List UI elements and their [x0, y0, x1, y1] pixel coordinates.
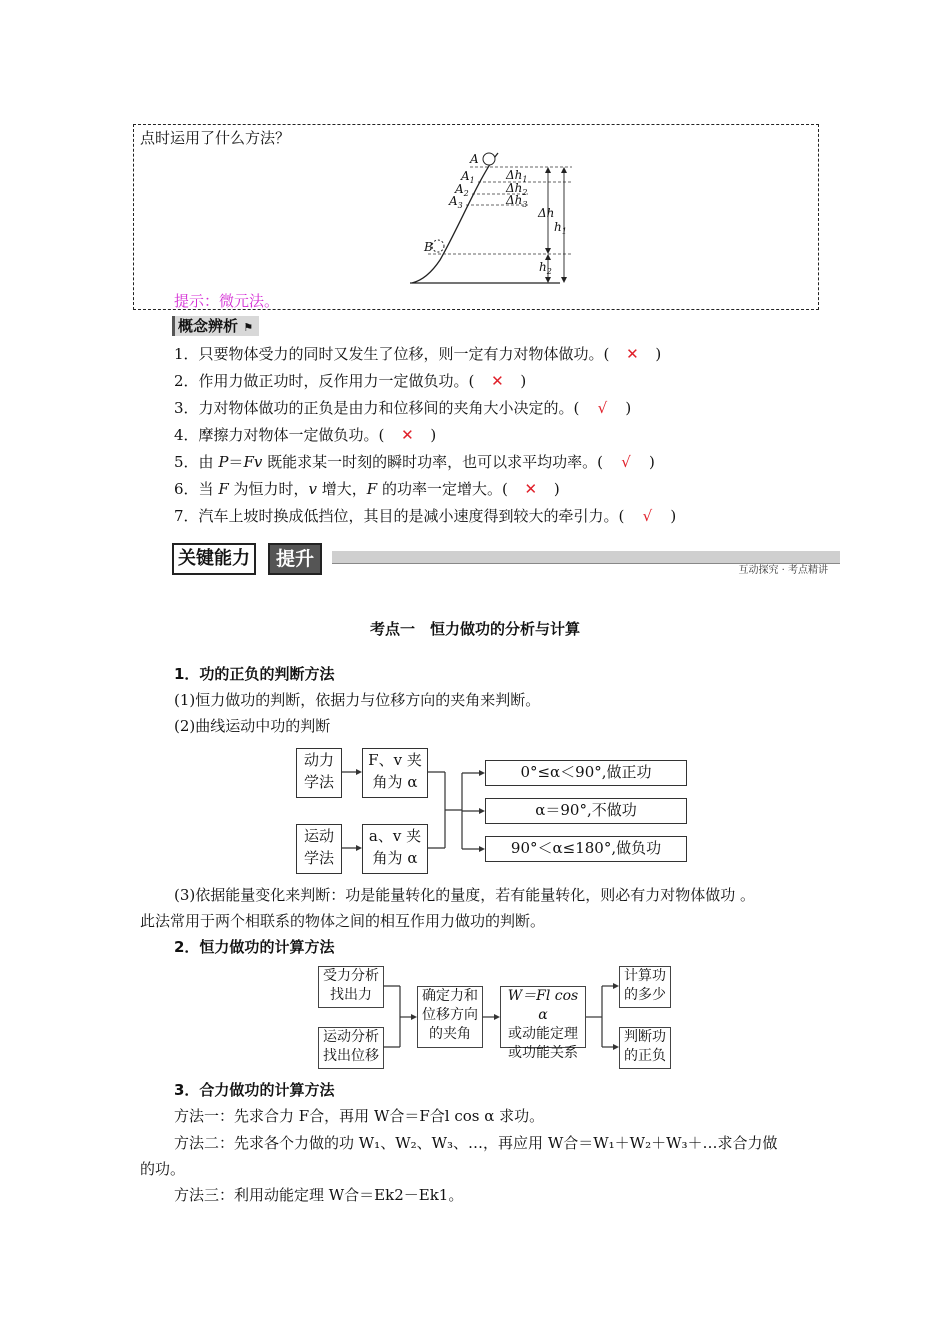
cross-mark-6: ✕: [524, 480, 538, 498]
para-1: (1)恒力做功的判断，依据力与位移方向的夹角来判断。: [174, 691, 541, 709]
concept-item-6: 6．当 F 为恒力时，v 增大，F 的功率一定增大。( ✕ ): [174, 480, 560, 498]
method-2-line1: 方法二：先求各个力做的功 W₁、W₂、W₃、…，再应用 W合＝W₁＋W₂＋W₃＋…求合力做: [174, 1134, 778, 1152]
para-3-line2: 此法常用于两个相联系的物体之间的相互作用力做功的判断。: [140, 912, 546, 930]
label-A3: $A_3$: [449, 194, 463, 210]
method-1: 方法一：先求合力 F合，再用 W合＝F合l cos α 求功。: [174, 1107, 545, 1125]
box-work-amount: 计算功 的多少: [619, 966, 671, 1008]
label-A2: $A_2$: [455, 182, 469, 198]
concept-heading: [172, 316, 259, 336]
method-3: 方法三：利用动能定理 W合＝Ek2－Ek1。: [174, 1186, 464, 1204]
heading-2: 2．恒力做功的计算方法: [174, 938, 335, 956]
box-dynamics: 动力 学法: [296, 748, 342, 798]
slope-figure: [400, 145, 590, 290]
label-A1: $A_1$: [461, 169, 475, 185]
flow1-connectors: [290, 740, 490, 880]
flag-icon: ⚑: [243, 321, 254, 334]
label-B: B: [424, 240, 433, 254]
concept-item-3: 3．力对物体做功的正负是由力和位移间的夹角大小决定的。( √ ): [174, 399, 632, 417]
method-2-line2: 的功。: [140, 1160, 186, 1178]
section-title: 考点一 恒力做功的分析与计算: [369, 620, 580, 638]
label-dh2: $\Delta h_2$: [506, 181, 528, 197]
heading-3: 3．合力做功的计算方法: [174, 1081, 335, 1099]
label-dh3: $\Delta h_3$: [506, 193, 528, 209]
concept-item-4: 4．摩擦力对物体一定做负功。( ✕ ): [174, 426, 437, 444]
concept-item-2: 2．作用力做正功时，反作用力一定做负功。( ✕ ): [174, 372, 527, 390]
flow2-connectors: [380, 960, 625, 1075]
label-h2: $h_2$: [539, 260, 552, 276]
concept-item-5: 5．由 P＝Fv 既能求某一时刻的瞬时功率，也可以求平均功率。( √ ): [174, 453, 655, 471]
cross-mark-1: ✕: [626, 345, 639, 363]
result-no-work: α＝90°,不做功: [485, 798, 687, 824]
para-3-line1: (3)依据能量变化来判断：功是能量转化的量度，若有能量转化，则必有力对物体做功 。: [174, 886, 756, 904]
banner-rule: [332, 551, 840, 576]
cross-mark-2: ✕: [491, 372, 504, 390]
cross-mark-4: ✕: [401, 426, 414, 444]
check-mark-5: √: [621, 453, 631, 471]
heading-1: 1．功的正负的判断方法: [174, 665, 335, 683]
box-work-formula: W＝Fl cos α 或动能定理 或功能关系: [500, 986, 586, 1048]
box-a-v-angle: a、v 夹 角为 α: [362, 824, 428, 874]
box-work-sign: 判断功 的正负: [619, 1027, 671, 1069]
ball-A: [483, 153, 495, 165]
concept-item-1: 1．只要物体受力的同时又发生了位移，则一定有力对物体做功。( ✕ ): [174, 345, 662, 363]
para-2: (2)曲线运动中功的判断: [174, 717, 331, 735]
hint-label: 提示：: [174, 292, 220, 310]
box-F-v-angle: F、v 夹 角为 α: [362, 748, 428, 798]
result-negative-work: 90°＜α≤180°,做负功: [485, 836, 687, 862]
box-force-analysis: 受力分析 找出力: [318, 966, 384, 1008]
label-dh: Δh: [538, 206, 555, 220]
box-angle: 确定力和 位移方向 的夹角: [417, 986, 483, 1048]
ball-B: [432, 240, 444, 252]
label-A: A: [470, 152, 479, 166]
check-mark-7: √: [642, 507, 653, 525]
hint-line: [174, 290, 279, 311]
section-banner: [172, 543, 842, 575]
label-h1: $h_1$: [554, 220, 567, 236]
slope-curve: [412, 153, 498, 283]
hint-text: 微元法。: [219, 292, 280, 310]
result-positive-work: 0°≤α＜90°,做正功: [485, 760, 687, 786]
check-mark-3: √: [597, 399, 608, 417]
box-motion-analysis: 运动分析 找出位移: [318, 1027, 384, 1069]
label-dh1: $\Delta h_1$: [506, 168, 528, 184]
concept-item-7: 7．汽车上坡时换成低挡位，其目的是减小速度得到较大的牵引力。( √ ): [174, 507, 677, 525]
box-kinematics: 运动 学法: [296, 824, 342, 874]
banner-subtitle: 互动探究 · 考点精讲: [738, 565, 828, 576]
banner-left-label: 关键能力: [172, 543, 256, 575]
banner-right-label: 提升: [268, 543, 322, 575]
question-text: 点时运用了什么方法？: [140, 129, 291, 147]
concept-title: 概念辨析: [178, 317, 239, 335]
